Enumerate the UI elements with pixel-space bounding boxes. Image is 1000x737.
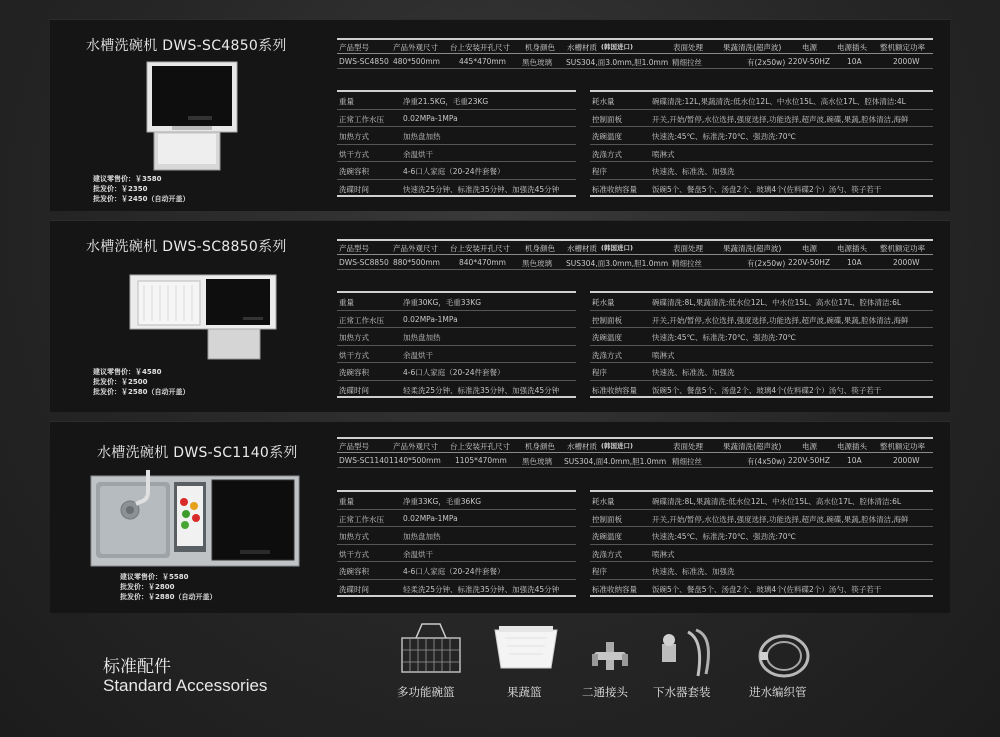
- spec-header-table: [337, 437, 933, 468]
- price-list: [120, 572, 216, 602]
- table-row: 程序 快速洗、标准洗、加强洗: [590, 363, 933, 381]
- spec-model: DWS-SC1140: [339, 456, 389, 465]
- table-row: 程序 快速洗、标准洗、加强洗: [590, 162, 933, 180]
- table-row: 控制面板 开关,开始/暂停,水位选择,强度选择,功能选择,超声波,碗碟,果蔬,腔体清洁,海鲜: [590, 110, 933, 128]
- table-row: 重量 净重30KG，毛重33KG: [337, 293, 576, 311]
- table-row: 耗水量 碗碟清洗:8L,果蔬清洗:低水位12L、中水位15L、高水位17L、腔体清洁:6L: [590, 492, 933, 510]
- spec-watt: 2000W: [893, 456, 920, 465]
- spec-power: 220V-50HZ: [788, 456, 831, 465]
- product-panel-sc4850: [50, 19, 950, 211]
- detail-table-right: [590, 291, 933, 398]
- product-image-sc4850: [142, 60, 242, 175]
- spec-label-korea: (韩国进口): [601, 244, 633, 252]
- spec-label-material: 水槽材质: [567, 442, 597, 451]
- spec-surface: 精细拉丝: [672, 457, 702, 466]
- table-row: 正常工作水压 0.02MPa-1MPa: [337, 311, 576, 329]
- spec-label-ultrasonic: 果蔬清洗(超声波): [723, 442, 782, 451]
- spec-label-power: 电源: [802, 442, 817, 451]
- accessory-label-dish-basket: 多功能碗篮: [397, 685, 455, 699]
- table-row: 洗碗容积 4-6口人家庭（20-24件套餐）: [337, 562, 576, 580]
- spec-label-material: 水槽材质: [567, 43, 597, 52]
- table-row: 洗碗温度 快速洗:45℃、标准洗:70℃、强劲洗:70℃: [590, 527, 933, 545]
- table-row: 洗涤方式 喷淋式: [590, 346, 933, 364]
- spec-label-surface: 表面处理: [673, 442, 703, 451]
- spec-label-model: 产品型号: [339, 43, 369, 52]
- spec-plug: 10A: [847, 57, 862, 66]
- accessories-title: 标准配件: [103, 657, 171, 677]
- spec-surface: 精细拉丝: [672, 259, 702, 268]
- spec-power: 220V-50HZ: [788, 57, 831, 66]
- spec-header-table: [337, 38, 933, 69]
- spec-label-power: 电源: [802, 43, 817, 52]
- table-row: 重量 净重33KG，毛重36KG: [337, 492, 576, 510]
- wholesale-price-auto-lid: 批发价：￥2880（自动开盖）: [120, 593, 217, 601]
- spec-watt: 2000W: [893, 258, 920, 267]
- table-row: 加热方式 加热盘加热: [337, 527, 576, 545]
- table-row: 正常工作水压 0.02MPa-1MPa: [337, 110, 576, 128]
- wholesale-price: 批发价：￥2800: [120, 583, 175, 591]
- spec-plug: 10A: [847, 258, 862, 267]
- product-title: 水槽洗碗机 DWS-SC4850系列: [86, 38, 287, 54]
- table-row: 洗碟时间 快速洗25分钟、标准洗35分钟、加强洗45分钟: [337, 180, 576, 198]
- spec-label-watt: 整机额定功率: [880, 43, 925, 52]
- table-row: 标准收纳容量 饭碗5个、餐盘5个、汤盘2个、玻璃4个(佐料碟2个）汤勺、筷子若干: [590, 381, 933, 399]
- spec-header-table: [337, 239, 933, 270]
- spec-label-size: 产品外观尺寸: [393, 244, 438, 253]
- spec-model: DWS-SC4850: [339, 57, 389, 66]
- product-panel-sc8850: [50, 220, 950, 412]
- table-row: 洗碗温度 快速洗:45℃、标准洗:70℃、强劲洗:70℃: [590, 127, 933, 145]
- table-row: 烘干方式 余温烘干: [337, 145, 576, 163]
- wholesale-price-auto-lid: 批发价：￥2450（自动开盖）: [93, 195, 190, 203]
- spec-label-watt: 整机额定功率: [880, 244, 925, 253]
- wholesale-price: 批发价：￥2350: [93, 185, 148, 193]
- accessory-label-inlet-hose: 进水编织管: [749, 685, 807, 699]
- spec-hole: 840*470mm: [459, 258, 506, 267]
- spec-label-watt: 整机额定功率: [880, 442, 925, 451]
- accessory-label-drain-kit: 下水器套装: [653, 685, 711, 699]
- spec-label-power: 电源: [802, 244, 817, 253]
- price-list: [93, 367, 189, 397]
- spec-watt: 2000W: [893, 57, 920, 66]
- table-row: 重量 净重21.5KG，毛重23KG: [337, 92, 576, 110]
- table-row: 程序 快速洗、标准洗、加强洗: [590, 562, 933, 580]
- table-row: 洗碟时间 轻柔洗25分钟、标准洗35分钟、加强洗45分钟: [337, 381, 576, 399]
- table-row: 洗碗容积 4-6口人家庭（20-24件套餐）: [337, 363, 576, 381]
- spec-label-size: 产品外观尺寸: [393, 43, 438, 52]
- drain-kit-image: [656, 626, 718, 678]
- product-panel-sc1140: [50, 421, 950, 613]
- spec-label-plug: 电源插头: [837, 244, 867, 253]
- spec-label-color: 机身颜色: [525, 442, 555, 451]
- table-row: 耗水量 碗碟清洗:8L,果蔬清洗:低水位12L、中水位15L、高水位17L、腔体清洁:6L: [590, 293, 933, 311]
- spec-ultrasonic: 有(2x50w): [747, 259, 786, 268]
- accessory-label-fruit-basket: 果蔬篮: [507, 685, 542, 699]
- spec-label-ultrasonic: 果蔬清洗(超声波): [723, 43, 782, 52]
- spec-surface: 精细拉丝: [672, 58, 702, 67]
- spec-model: DWS-SC8850: [339, 258, 389, 267]
- two-way-connector-image: [590, 640, 630, 676]
- wholesale-price-auto-lid: 批发价：￥2580（自动开盖）: [93, 388, 190, 396]
- spec-label-korea: (韩国进口): [601, 442, 633, 450]
- retail-price: 建议零售价：￥3580: [93, 175, 162, 183]
- spec-label-color: 机身颜色: [525, 43, 555, 52]
- table-row: 耗水量 碗碟清洗:12L,果蔬清洗:低水位12L、中水位15L、高水位17L、腔体清洁:4L: [590, 92, 933, 110]
- table-row: 加热方式 加热盘加热: [337, 127, 576, 145]
- spec-label-plug: 电源插头: [837, 43, 867, 52]
- price-list: [93, 174, 189, 204]
- spec-label-hole: 台上安装开孔尺寸: [450, 43, 510, 52]
- spec-label-surface: 表面处理: [673, 43, 703, 52]
- detail-table-right: [590, 490, 933, 597]
- spec-label-color: 机身颜色: [525, 244, 555, 253]
- spec-material: SUS304,面3.0mm,胆1.0mm: [566, 58, 669, 67]
- spec-size: 480*500mm: [393, 57, 440, 66]
- dish-basket-image: [398, 620, 464, 678]
- spec-material: SUS304,面4.0mm,胆1.0mm: [564, 457, 667, 466]
- spec-label-model: 产品型号: [339, 244, 369, 253]
- spec-color: 黑色玻璃: [522, 457, 552, 466]
- spec-size: 880*500mm: [393, 258, 440, 267]
- table-row: 控制面板 开关,开始/暂停,水位选择,强度选择,功能选择,超声波,碗碟,果蔬,腔体清洁,海鲜: [590, 311, 933, 329]
- spec-label-hole: 台上安装开孔尺寸: [450, 442, 510, 451]
- detail-table-left: [337, 291, 576, 398]
- spec-hole: 1105*470mm: [455, 456, 507, 465]
- spec-label-plug: 电源插头: [837, 442, 867, 451]
- product-image-sc1140: [90, 470, 300, 568]
- product-image-sc8850: [128, 271, 278, 363]
- spec-ultrasonic: 有(2x50w): [747, 58, 786, 67]
- wholesale-price: 批发价：￥2500: [93, 378, 148, 386]
- spec-material: SUS304,面3.0mm,胆1.0mm: [566, 259, 669, 268]
- detail-table-left: [337, 90, 576, 197]
- spec-label-ultrasonic: 果蔬清洗(超声波): [723, 244, 782, 253]
- spec-size: 1140*500mm: [389, 456, 441, 465]
- spec-ultrasonic: 有(4x50w): [747, 457, 786, 466]
- spec-hole: 445*470mm: [459, 57, 506, 66]
- table-row: 控制面板 开关,开始/暂停,水位选择,强度选择,功能选择,超声波,碗碟,果蔬,腔体清洁,海鲜: [590, 510, 933, 528]
- retail-price: 建议零售价：￥5580: [120, 573, 189, 581]
- spec-power: 220V-50HZ: [788, 258, 831, 267]
- spec-label-size: 产品外观尺寸: [393, 442, 438, 451]
- table-row: 洗碗温度 快速洗:45℃、标准洗:70℃、强劲洗:70℃: [590, 328, 933, 346]
- table-row: 洗涤方式 喷淋式: [590, 545, 933, 563]
- spec-label-hole: 台上安装开孔尺寸: [450, 244, 510, 253]
- spec-label-model: 产品型号: [339, 442, 369, 451]
- table-row: 加热方式 加热盘加热: [337, 328, 576, 346]
- fruit-basket-image: [491, 624, 561, 674]
- table-row: 标准收纳容量 饭碗5个、餐盘5个、汤盘2个、玻璃4个(佐料碟2个）汤勺、筷子若干: [590, 580, 933, 598]
- spec-color: 黑色玻璃: [522, 58, 552, 67]
- table-row: 正常工作水压 0.02MPa-1MPa: [337, 510, 576, 528]
- detail-table-right: [590, 90, 933, 197]
- table-row: 洗碟时间 轻柔洗25分钟、标准洗35分钟、加强洗45分钟: [337, 580, 576, 598]
- table-row: 烘干方式 余温烘干: [337, 346, 576, 364]
- spec-plug: 10A: [847, 456, 862, 465]
- spec-color: 黑色玻璃: [522, 259, 552, 268]
- accessory-label-connector: 二通接头: [582, 685, 628, 699]
- table-row: 标准收纳容量 饭碗5个、餐盘5个、汤盘2个、玻璃4个(佐料碟2个）汤勺、筷子若干: [590, 180, 933, 198]
- spec-label-surface: 表面处理: [673, 244, 703, 253]
- retail-price: 建议零售价：￥4580: [93, 368, 162, 376]
- table-row: 洗涤方式 喷淋式: [590, 145, 933, 163]
- accessories-subtitle: Standard Accessories: [103, 676, 268, 695]
- table-row: 洗碗容积 4-6口人家庭（20-24件套餐）: [337, 162, 576, 180]
- product-title: 水槽洗碗机 DWS-SC8850系列: [86, 239, 287, 255]
- braided-inlet-hose-image: [754, 628, 814, 682]
- spec-label-material: 水槽材质: [567, 244, 597, 253]
- product-title: 水槽洗碗机 DWS-SC1140系列: [97, 445, 298, 461]
- table-row: 烘干方式 余温烘干: [337, 545, 576, 563]
- spec-label-korea: (韩国进口): [601, 43, 633, 51]
- detail-table-left: [337, 490, 576, 597]
